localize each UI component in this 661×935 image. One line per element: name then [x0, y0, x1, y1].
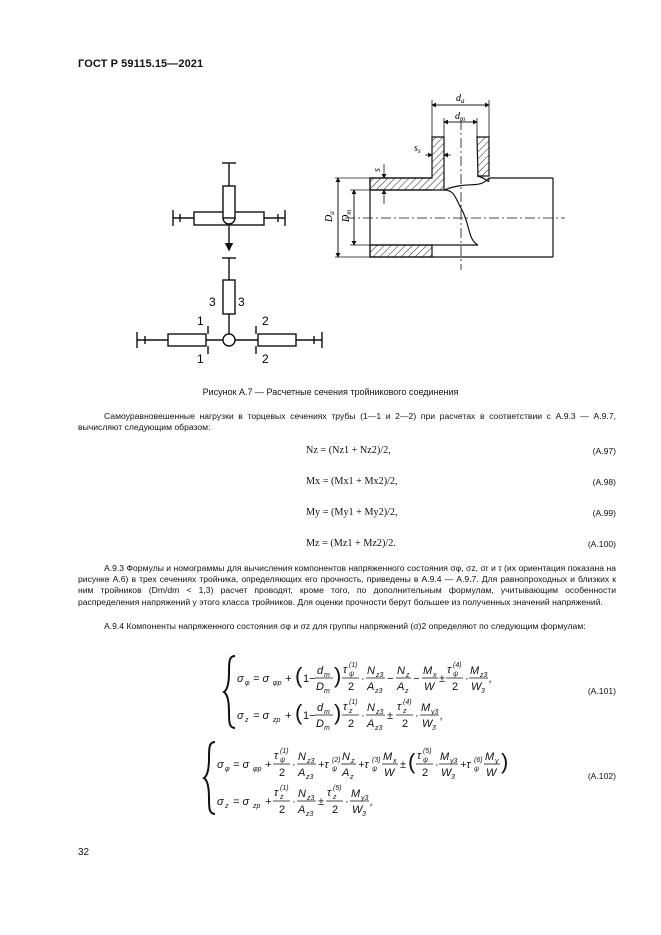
svg-text:M: M: [383, 751, 393, 763]
svg-text:σ: σ: [217, 796, 224, 808]
svg-text:±: ±: [400, 759, 407, 771]
svg-text:A: A: [367, 681, 375, 693]
svg-text:,: ,: [370, 796, 374, 808]
svg-text:±: ±: [439, 673, 446, 685]
svg-text:(3): (3): [372, 757, 381, 764]
equation-a97: Nz = (Nz1 + Nz2)/2,: [306, 445, 391, 456]
svg-text:2: 2: [279, 767, 286, 779]
svg-text:W: W: [352, 804, 363, 816]
svg-text:z: z: [225, 803, 229, 810]
svg-text:A: A: [367, 718, 375, 730]
svg-text:σ: σ: [217, 759, 224, 771]
svg-text:W: W: [471, 681, 482, 693]
svg-text:+τ: +τ: [358, 759, 369, 771]
svg-text:τ: τ: [343, 664, 348, 676]
svg-text:±: ±: [318, 796, 325, 808]
svg-text:= σ: = σ: [253, 673, 270, 685]
svg-text:= σ: = σ: [253, 710, 270, 722]
svg-text:N: N: [397, 665, 405, 677]
svg-text:(1): (1): [349, 662, 358, 669]
svg-text:): ): [334, 663, 342, 688]
svg-text:2: 2: [279, 804, 286, 816]
label-ss: $s_s$: [414, 143, 421, 155]
svg-text:·: ·: [361, 673, 365, 685]
equation-number-a99: (А.99): [592, 508, 616, 518]
svg-text:A: A: [298, 804, 306, 816]
svg-text:M: M: [351, 788, 361, 800]
svg-text:ψ: ψ: [423, 757, 429, 764]
svg-text:−: −: [387, 673, 394, 685]
svg-text:d: d: [317, 702, 324, 714]
svg-text:+: +: [285, 673, 292, 685]
svg-text:(1): (1): [349, 699, 358, 706]
svg-text:A: A: [342, 767, 350, 779]
svg-text:z3: z3: [306, 774, 314, 781]
svg-text:y3: y3: [431, 709, 439, 716]
svg-text:·: ·: [415, 710, 419, 722]
svg-text:z: z: [245, 717, 249, 724]
svg-text:3: 3: [481, 688, 485, 695]
svg-text:,: ,: [440, 710, 444, 722]
svg-text:y3: y3: [450, 758, 458, 765]
svg-text:m: m: [324, 688, 330, 695]
svg-text:(5): (5): [423, 748, 432, 755]
svg-text:(: (: [295, 663, 303, 688]
equation-number-a100: (А.100): [587, 539, 616, 549]
svg-text:M: M: [485, 751, 495, 763]
svg-text:A: A: [298, 767, 306, 779]
paragraph-loads: Самоуравновешенные нагрузки в торцевых сечениях трубы (1—1 и 2—2) при расчетах в соответствии с А.9.3 — А.9.7, вычисляют следующим образом:: [78, 411, 616, 433]
svg-text:(4): (4): [453, 662, 462, 669]
svg-text:W: W: [422, 718, 433, 730]
svg-text:(1): (1): [280, 748, 289, 755]
figure-tee-sections: [0, 0, 661, 380]
svg-text:±: ±: [387, 710, 394, 722]
svg-text:N: N: [298, 788, 306, 800]
svg-text:2: 2: [348, 681, 355, 693]
svg-text:(: (: [408, 749, 416, 774]
svg-text:z: z: [406, 672, 410, 679]
svg-text:(4): (4): [403, 699, 412, 706]
svg-text:D: D: [316, 681, 324, 693]
svg-text:z3: z3: [376, 709, 384, 716]
svg-text:z3: z3: [375, 688, 383, 695]
svg-text:·: ·: [361, 710, 365, 722]
svg-text:zp: zp: [253, 803, 261, 810]
svg-text:= σ: = σ: [233, 759, 250, 771]
section-2-bottom-label: 2: [262, 352, 269, 366]
svg-text:+: +: [265, 759, 272, 771]
svg-text:z3: z3: [480, 672, 488, 679]
svg-text:M: M: [440, 751, 450, 763]
svg-text:τ: τ: [327, 787, 332, 799]
section-scheme: [137, 258, 322, 354]
svg-text:3: 3: [451, 774, 455, 781]
tee-load-scheme: [173, 163, 285, 250]
svg-text:ψ: ψ: [349, 671, 355, 678]
equation-number-a98: (А.98): [592, 477, 616, 487]
svg-text:x: x: [433, 672, 437, 679]
svg-text:z: z: [403, 708, 407, 715]
svg-text:N: N: [367, 665, 375, 677]
svg-text:z3: z3: [307, 795, 315, 802]
svg-text:M: M: [421, 702, 431, 714]
svg-text:1−: 1−: [303, 673, 316, 685]
svg-text:τ: τ: [274, 787, 279, 799]
svg-text:1−: 1−: [303, 710, 316, 722]
svg-text:φ: φ: [245, 680, 250, 687]
svg-text:2: 2: [452, 681, 459, 693]
label-s: s: [372, 168, 383, 172]
section-3-right-label: 3: [238, 295, 245, 309]
svg-text:N: N: [298, 751, 306, 763]
svg-text:d: d: [317, 665, 324, 677]
svg-text:): ): [501, 749, 509, 774]
svg-text:2: 2: [422, 767, 429, 779]
section-1-bottom-label: 1: [197, 352, 204, 366]
equation-a102-formula: [205, 738, 509, 820]
svg-text:2: 2: [402, 718, 409, 730]
equation-number-a97: (А.97): [592, 446, 616, 456]
svg-text:M: M: [423, 665, 433, 677]
svg-text:y3: y3: [361, 795, 369, 802]
svg-text:m: m: [324, 709, 330, 716]
svg-text:W: W: [424, 681, 435, 693]
paragraph-a94: А.9.4 Компоненты напряженного состояния σφ и σz для группы напряжений (σ)2 определяют по следующим формулам:: [104, 621, 586, 631]
svg-text:ψ: ψ: [332, 766, 338, 773]
svg-text:(2): (2): [332, 757, 341, 764]
svg-text:φp: φp: [273, 680, 282, 687]
svg-text:·: ·: [345, 796, 349, 808]
svg-text:+τ: +τ: [460, 759, 471, 771]
svg-text:·: ·: [292, 759, 296, 771]
svg-text:y: y: [495, 758, 499, 765]
svg-text:m: m: [324, 725, 330, 732]
equation-a100: Mz = (Mz1 + Mz2)/2.: [306, 538, 396, 549]
figure-caption: Рисунок А.7 — Расчетные сечения тройникового соединения: [202, 387, 459, 397]
svg-text:N: N: [342, 751, 350, 763]
svg-text:z3: z3: [307, 758, 315, 765]
svg-text:W: W: [486, 767, 497, 779]
svg-text:z3: z3: [375, 725, 383, 732]
svg-text:φ: φ: [225, 766, 230, 773]
page-number: 32: [78, 847, 90, 858]
svg-text:(6): (6): [474, 757, 483, 764]
svg-text:3: 3: [432, 725, 436, 732]
equation-number-a102: (А.102): [587, 771, 616, 781]
svg-text:): ): [334, 700, 342, 725]
svg-text:x: x: [393, 758, 397, 765]
svg-text:M: M: [470, 665, 480, 677]
svg-text:= σ: = σ: [233, 796, 250, 808]
svg-text:τ: τ: [447, 664, 452, 676]
equation-a99: My = (My1 + My2)/2,: [306, 507, 398, 518]
svg-text:zp: zp: [273, 717, 281, 724]
section-3-left-label: 3: [209, 295, 216, 309]
svg-text:z: z: [350, 774, 354, 781]
svg-text:A: A: [397, 681, 405, 693]
label-dm: $d_m$: [455, 111, 466, 123]
svg-text:z: z: [405, 688, 409, 695]
section-2-top-label: 2: [262, 314, 269, 328]
svg-text:(1): (1): [280, 785, 289, 792]
svg-text:N: N: [367, 702, 375, 714]
svg-text:ψ: ψ: [474, 766, 480, 773]
svg-text:φp: φp: [253, 766, 262, 773]
svg-text:ψ: ψ: [453, 671, 459, 678]
svg-text:z3: z3: [306, 811, 314, 818]
svg-text:σ: σ: [237, 673, 244, 685]
svg-text:3: 3: [362, 811, 366, 818]
svg-text:+τ: +τ: [318, 759, 329, 771]
svg-text:τ: τ: [417, 750, 422, 762]
svg-text:τ: τ: [343, 701, 348, 713]
label-Dm: $D_m$: [341, 209, 353, 222]
svg-text:·: ·: [435, 759, 439, 771]
svg-text:2: 2: [348, 718, 355, 730]
svg-text:W: W: [384, 767, 395, 779]
svg-text:,: ,: [489, 673, 493, 685]
svg-text:−: −: [413, 673, 420, 685]
svg-text:(5): (5): [333, 785, 342, 792]
svg-text:+: +: [285, 710, 292, 722]
equation-number-a101: (А.101): [587, 686, 616, 696]
svg-text:(: (: [295, 700, 303, 725]
svg-text:ψ: ψ: [280, 757, 286, 764]
label-da: $d_a$: [456, 93, 465, 105]
svg-text:τ: τ: [274, 750, 279, 762]
svg-text:2: 2: [332, 804, 339, 816]
section-1-top-label: 1: [197, 314, 204, 328]
equation-a98: Mx = (Mx1 + Mx2)/2,: [306, 476, 398, 487]
tee-cross-section: [370, 137, 553, 257]
svg-text:z3: z3: [376, 672, 384, 679]
document-header: ГОСТ Р 59115.15—2021: [78, 58, 204, 70]
svg-text:m: m: [324, 672, 330, 679]
svg-text:τ: τ: [397, 701, 402, 713]
svg-text:z: z: [351, 758, 355, 765]
svg-text:+: +: [265, 796, 272, 808]
equation-a101-formula: [225, 652, 495, 732]
svg-text:·: ·: [292, 796, 296, 808]
label-Da: $D_a$: [324, 211, 336, 222]
svg-text:D: D: [316, 718, 324, 730]
svg-text:z: z: [280, 794, 284, 801]
svg-text:·: ·: [465, 673, 469, 685]
svg-text:ψ: ψ: [372, 766, 378, 773]
svg-text:σ: σ: [237, 710, 244, 722]
svg-text:z: z: [349, 708, 353, 715]
paragraph-a93: А.9.3 Формулы и номограммы для вычисления компонентов напряженного состояния σφ, σz, σr и τ (их ориентация показана на рисунке А.6) в трех сечениях тройника, определяющих его прочность, приведены в А.9.4 — А.9.7. Для равнопроходных и близких к ним тройников (Dm/dm < 1,3) расчет проводят, кроме того, по дополнительным формулам, учитывающим особенности распределения напряжений у этого класса тройников. Для оценки прочности берут большее из полученных значений напряжений.: [78, 563, 616, 607]
svg-text:W: W: [441, 767, 452, 779]
svg-text:z: z: [333, 794, 337, 801]
